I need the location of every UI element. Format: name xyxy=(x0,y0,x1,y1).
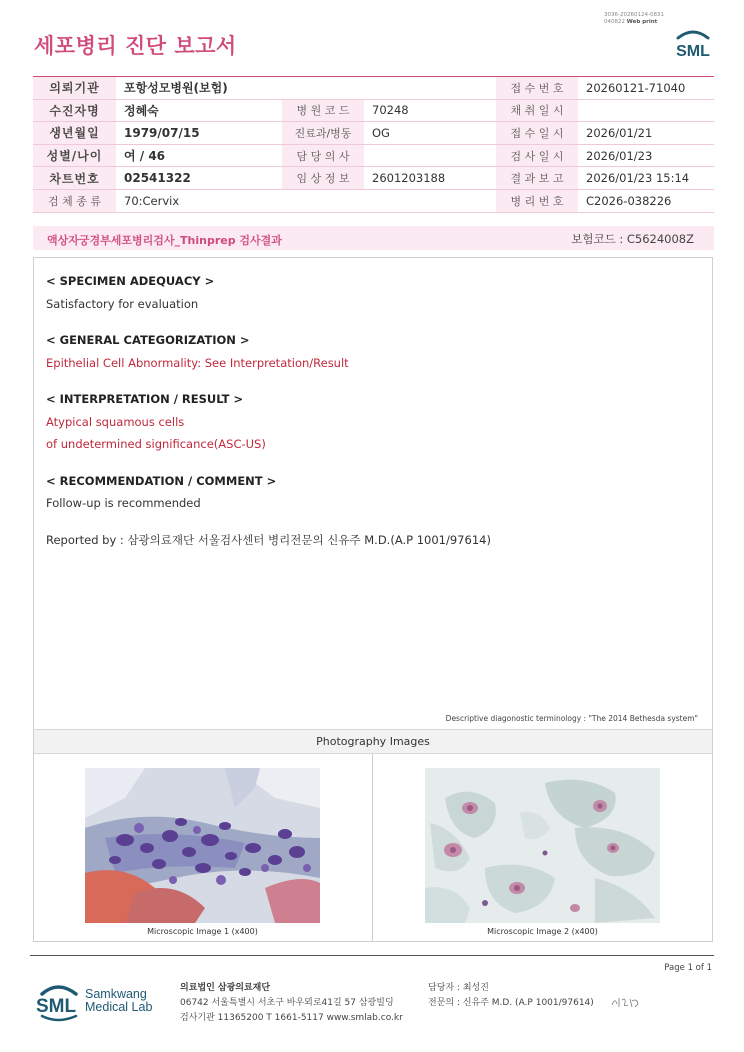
samkwang-logo xyxy=(36,980,91,1022)
reported-by: Reported by : 삼광의료재단 서울검사센터 병리전문의 신유주 M.D.(A.P 1001/97614) xyxy=(46,532,491,547)
info-label: 차트번호 xyxy=(33,167,116,190)
test-banner xyxy=(33,226,714,250)
info-value: 70:Cervix xyxy=(116,189,496,212)
info-label: 생년월일 xyxy=(33,122,116,145)
general-text: Epithelial Cell Abnormality: See Interpretation/Result xyxy=(46,355,349,370)
photo-header: Photography Images xyxy=(34,729,712,754)
info-row xyxy=(33,122,714,145)
footer-staff: 담당자 : 최성진 xyxy=(428,983,489,993)
specialist-signature xyxy=(610,995,642,1009)
info-value: 2026/01/21 xyxy=(578,122,714,145)
print-code-number: 040822 xyxy=(604,19,625,25)
info-label: 임 상 정 보 xyxy=(282,167,364,190)
footer-divider xyxy=(30,955,714,956)
footer-address: 06742 서울특별시 서초구 바우뫼로41길 57 삼광빌딩 xyxy=(180,998,394,1008)
test-name: 액상자궁경부세포병리검사_Thinprep 검사결과 xyxy=(47,234,282,247)
info-row xyxy=(33,167,714,190)
patient-info-table xyxy=(33,76,714,213)
info-value xyxy=(578,99,714,122)
info-label: 접 수 일 시 xyxy=(496,122,578,145)
info-row xyxy=(33,144,714,167)
info-label: 수진자명 xyxy=(33,99,116,122)
info-value: 정혜숙 xyxy=(116,99,282,122)
info-value: 70248 xyxy=(364,99,496,122)
general-heading: < GENERAL CATEGORIZATION > xyxy=(46,333,250,347)
info-value: 2026/01/23 xyxy=(578,144,714,167)
lab-name xyxy=(85,988,152,1014)
info-label: 성별/나이 xyxy=(33,144,116,167)
info-value: OG xyxy=(364,122,496,145)
terminology-note: Descriptive diagonostic terminology : "The 2014 Bethesda system" xyxy=(445,714,698,723)
footer-org: 의료법인 삼광의료재단 xyxy=(180,983,271,993)
info-label: 검 체 종 류 xyxy=(33,189,116,212)
interpretation-line-1: Atypical squamous cells xyxy=(46,414,185,429)
recommendation-text: Follow-up is recommended xyxy=(46,496,201,510)
info-label: 채 취 일 시 xyxy=(496,99,578,122)
print-code xyxy=(604,12,664,26)
samkwang-logo-text: SML xyxy=(36,996,77,1017)
footer-staff-info xyxy=(428,981,594,1011)
result-box xyxy=(33,257,713,942)
info-label: 접 수 번 호 xyxy=(496,77,578,100)
info-value: 여 / 46 xyxy=(116,144,282,167)
print-code-line1: 3036-20260124-0831 xyxy=(604,12,664,18)
info-label: 병 리 번 호 xyxy=(496,189,578,212)
info-label: 결 과 보 고 xyxy=(496,167,578,190)
interpretation-line-2: of undetermined significance(ASC-US) xyxy=(46,437,266,451)
info-row xyxy=(33,189,714,212)
print-code-label: Web print xyxy=(626,19,658,25)
lab-name-line2: Medical Lab xyxy=(85,1000,153,1014)
info-value: C2026-038226 xyxy=(578,189,714,212)
page-title: 세포병리 진단 보고서 xyxy=(34,34,237,58)
info-row xyxy=(33,99,714,122)
image-caption-1: Microscopic Image 1 (x400) xyxy=(147,927,258,936)
page-number: Page 1 of 1 xyxy=(664,963,712,973)
specimen-heading: < SPECIMEN ADEQUACY > xyxy=(46,274,215,288)
info-value: 1979/07/15 xyxy=(116,122,282,145)
microscopic-image-2 xyxy=(425,768,660,923)
info-value: 포항성모병원(보험) xyxy=(116,77,496,100)
info-value: 02541322 xyxy=(116,167,282,190)
sml-logo xyxy=(670,26,716,62)
info-value: 2026/01/23 15:14 xyxy=(578,167,714,190)
info-label: 병 원 코 드 xyxy=(282,99,364,122)
info-value xyxy=(364,144,496,167)
footer-specialist: 전문의 : 신유주 M.D. (A.P 1001/97614) xyxy=(428,998,594,1008)
footer-org-info xyxy=(180,981,403,1026)
info-value: 2601203188 xyxy=(364,167,496,190)
interpretation-heading: < INTERPRETATION / RESULT > xyxy=(46,392,244,406)
specimen-text: Satisfactory for evaluation xyxy=(46,296,199,311)
microscopic-image-1 xyxy=(85,768,320,923)
photo-divider xyxy=(372,754,373,942)
info-label: 의뢰기관 xyxy=(33,77,116,100)
lab-name-line1: Samkwang xyxy=(85,987,147,1001)
footer-contact: 검사기관 11365200 T 1661-5117 www.smlab.co.kr xyxy=(180,1013,403,1023)
sml-logo-text: SML xyxy=(676,43,710,60)
info-label: 담 당 의 사 xyxy=(282,144,364,167)
insurance-code: 보험코드 : C5624008Z xyxy=(571,232,694,246)
result-content xyxy=(46,270,696,551)
info-label: 진료과/병동 xyxy=(282,122,364,145)
image-caption-2: Microscopic Image 2 (x400) xyxy=(487,927,598,936)
info-row xyxy=(33,77,714,100)
recommendation-heading: < RECOMMENDATION / COMMENT > xyxy=(46,473,277,488)
info-label: 검 사 일 시 xyxy=(496,144,578,167)
info-value: 20260121-71040 xyxy=(578,77,714,100)
